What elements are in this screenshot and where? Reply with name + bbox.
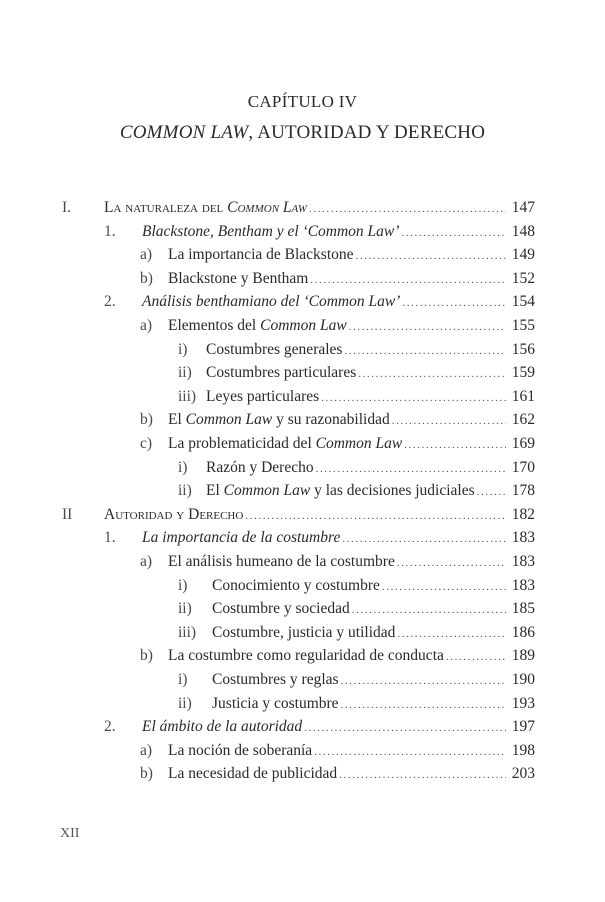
toc-entry-title: Análisis benthamiano del ‘Common Law’ <box>142 293 401 311</box>
toc-entry-title: La costumbre como regularidad de conducta <box>168 647 444 665</box>
toc-dot-leader <box>397 623 506 645</box>
toc-entry[interactable] <box>0 669 605 691</box>
toc-entry-page: 152 <box>511 269 535 287</box>
toc-entry-title: Blackstone, Bentham y el ‘Common Law’ <box>142 222 400 240</box>
toc-entry-title: El análisis humeano de la costumbre <box>168 553 395 570</box>
toc-entry-page: 190 <box>511 671 535 688</box>
toc-entry-title: Costumbres y reglas <box>212 671 339 688</box>
toc-entry-number: ii) <box>178 694 192 712</box>
chapter-title-italic: COMMON LAW <box>119 122 249 143</box>
toc-entry-page: 183 <box>511 576 535 594</box>
toc-entry-number: ii) <box>178 364 192 382</box>
toc-entry-page: 155 <box>511 317 535 334</box>
toc-entry-title: Razón y Derecho <box>206 458 314 476</box>
toc-dot-leader <box>321 387 506 409</box>
toc-entry-title: Blackstone y Bentham <box>168 269 309 287</box>
toc-entry-title: Autoridad y Derecho <box>104 505 244 523</box>
toc-dot-leader <box>349 316 506 338</box>
toc-entry[interactable] <box>0 221 605 243</box>
toc-dot-leader <box>314 741 506 763</box>
toc-entry-page: 149 <box>511 246 535 264</box>
toc-entry-number: a) <box>140 317 153 334</box>
toc-entry[interactable] <box>0 598 605 620</box>
toc-entry-title: Costumbres generales <box>206 340 343 358</box>
toc-entry[interactable] <box>0 315 605 337</box>
toc-entry[interactable] <box>0 527 605 549</box>
toc-entry[interactable] <box>0 433 605 455</box>
toc-entry-title: Costumbre, justicia y utilidad <box>212 623 396 641</box>
toc-entry[interactable] <box>0 575 605 597</box>
toc-dot-leader <box>344 340 506 362</box>
toc-entry-title: Leyes particulares <box>206 387 320 405</box>
toc-entry[interactable] <box>0 504 605 526</box>
toc-entry-number: b) <box>140 411 153 429</box>
toc-dot-leader <box>339 764 506 786</box>
toc-entry[interactable] <box>0 244 605 266</box>
toc-entry-number: iii) <box>178 387 197 405</box>
toc-dot-leader <box>304 717 506 739</box>
toc-entry[interactable] <box>0 362 605 384</box>
toc-entry-title: Costumbre y sociedad <box>212 600 350 618</box>
toc-entry-number: 2. <box>104 718 116 736</box>
toc-entry-title: Conocimiento y costumbre <box>212 576 380 594</box>
toc-dot-leader <box>356 245 506 267</box>
page-folio: XII <box>60 826 80 841</box>
toc-entry[interactable] <box>0 763 605 785</box>
toc-entry-number: a) <box>140 741 153 759</box>
toc-entry-number: i) <box>178 576 188 594</box>
toc-dot-leader <box>401 222 506 244</box>
toc-dot-leader <box>245 505 506 527</box>
toc-entry-number: 2. <box>104 293 116 311</box>
toc-entry-page: 182 <box>511 505 535 523</box>
toc-entry-number: a) <box>140 553 153 570</box>
toc-dot-leader <box>341 670 506 692</box>
toc-entry[interactable] <box>0 197 605 219</box>
toc-dot-leader <box>402 292 506 314</box>
toc-entry-page: 156 <box>511 340 535 358</box>
toc-entry[interactable] <box>0 386 605 408</box>
toc-entry-page: 170 <box>511 458 535 476</box>
toc-dot-leader <box>316 458 506 480</box>
toc-entry-page: 198 <box>511 741 535 759</box>
toc-entry-number: 1. <box>104 529 116 547</box>
toc-entry-title: La naturaleza del Common Law <box>104 199 307 216</box>
toc-entry[interactable] <box>0 693 605 715</box>
toc-entry-number: c) <box>140 435 153 452</box>
toc-entry-title: La necesidad de publicidad <box>168 765 338 783</box>
toc-entry-number: b) <box>140 647 153 665</box>
toc-entry[interactable] <box>0 409 605 431</box>
toc-dot-leader <box>342 528 506 550</box>
toc-entry-number: b) <box>140 269 153 287</box>
toc-entry[interactable] <box>0 716 605 738</box>
toc-entry-title: La importancia de Blackstone <box>168 246 354 264</box>
toc-entry-page: 161 <box>511 387 535 405</box>
toc-entry-page: 197 <box>511 718 535 736</box>
toc-entry-number: b) <box>140 765 153 783</box>
toc-entry-title: Elementos del Common Law <box>168 317 347 334</box>
toc-entry-page: 162 <box>511 411 535 429</box>
toc-entry[interactable] <box>0 645 605 667</box>
toc-entry-page: 154 <box>511 293 535 311</box>
toc-entry-number: ii) <box>178 482 192 500</box>
toc-entry-title: La problematicidad del Common Law <box>168 435 403 452</box>
chapter-label: CAPÍTULO IV <box>247 92 358 111</box>
toc-dot-leader <box>404 434 506 456</box>
toc-entry-title: El Common Law y su razonabilidad <box>168 411 390 429</box>
toc-entry-page: 193 <box>511 694 535 712</box>
toc-entry[interactable] <box>0 457 605 479</box>
toc-entry-page: 169 <box>511 435 535 452</box>
toc-entry-number: i) <box>178 340 188 358</box>
toc-dot-leader <box>358 363 506 385</box>
toc-entry-number: i) <box>178 671 188 688</box>
toc-entry[interactable] <box>0 551 605 573</box>
toc-entry[interactable] <box>0 291 605 313</box>
toc-dot-leader <box>397 552 506 574</box>
toc-entry[interactable] <box>0 622 605 644</box>
toc-entry-title: Costumbres particulares <box>206 364 357 382</box>
chapter-title-rest: , AUTORIDAD Y DERECHO <box>248 122 486 143</box>
toc-entry-page: 147 <box>511 199 535 216</box>
toc-dot-leader <box>341 694 506 716</box>
toc-entry-number: I. <box>62 199 72 216</box>
toc-entry[interactable] <box>0 339 605 361</box>
toc-entry[interactable] <box>0 740 605 762</box>
toc-entry-page: 185 <box>511 600 535 618</box>
toc-entry-page: 183 <box>511 553 535 570</box>
toc-entry-title: El ámbito de la autoridad <box>142 718 303 736</box>
toc-dot-leader <box>309 198 506 220</box>
toc-entry-page: 183 <box>511 529 535 547</box>
toc-entry-number: a) <box>140 246 153 264</box>
toc-entry-page: 186 <box>511 623 535 641</box>
toc-dot-leader <box>382 576 506 598</box>
toc-dot-leader <box>392 410 506 432</box>
toc-entry-number: i) <box>178 458 188 476</box>
toc-entry-page: 148 <box>511 222 535 240</box>
toc-entry[interactable] <box>0 268 605 290</box>
toc-dot-leader <box>352 599 506 621</box>
toc-entry-title: La noción de soberanía <box>168 741 313 759</box>
toc-entry-number: II <box>62 505 73 523</box>
toc-entry-title: El Common Law y las decisiones judiciales <box>206 482 475 500</box>
toc-entry-page: 189 <box>511 647 535 665</box>
toc-entry-title: La importancia de la costumbre <box>142 529 341 547</box>
toc-entry-page: 203 <box>511 765 535 783</box>
toc-entry-page: 178 <box>511 482 535 500</box>
toc-entry-number: iii) <box>178 623 197 641</box>
toc-entry[interactable] <box>0 480 605 502</box>
toc-entry-number: ii) <box>178 600 192 618</box>
toc-dot-leader <box>310 269 506 291</box>
toc-entry-number: 1. <box>104 222 116 240</box>
toc-entry-page: 159 <box>511 364 535 382</box>
toc-entry-title: Justicia y costumbre <box>212 694 339 712</box>
